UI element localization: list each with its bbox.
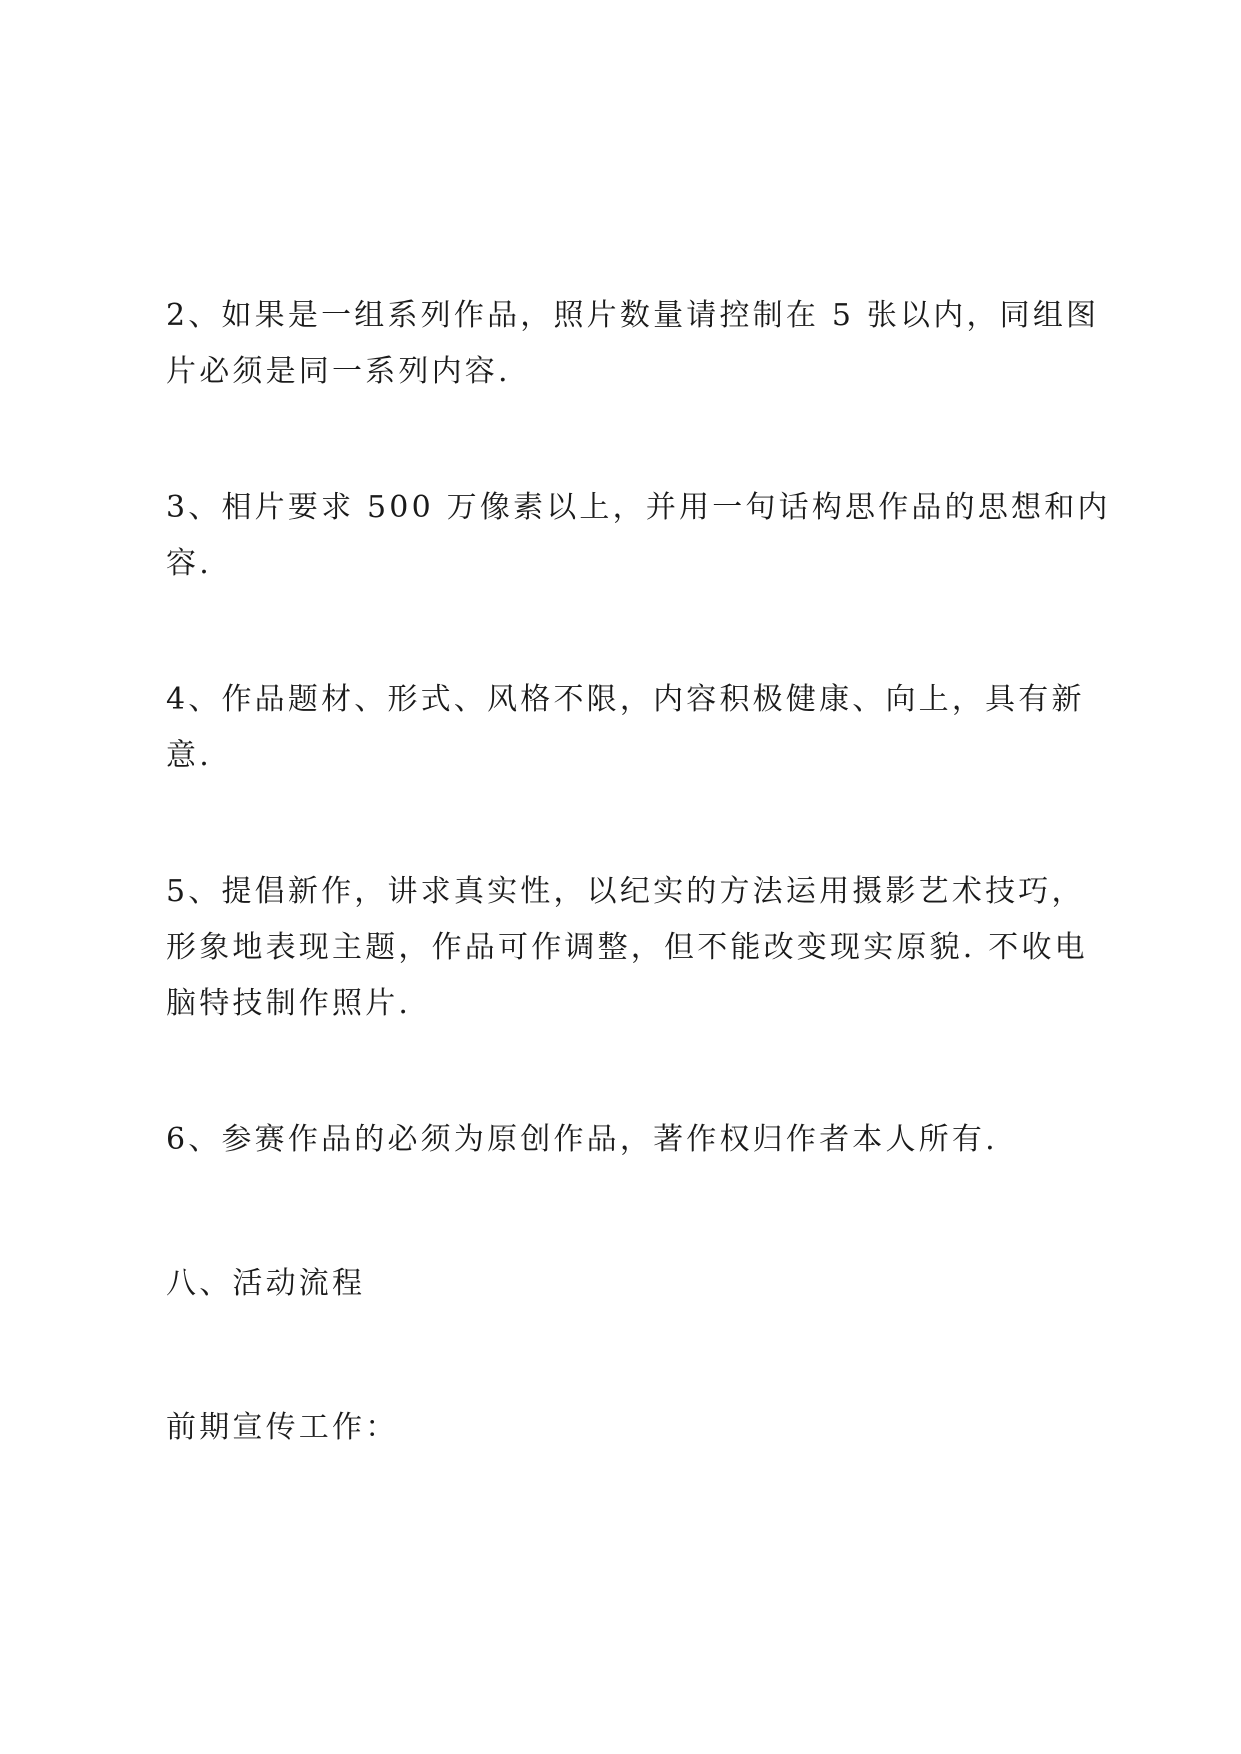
text-line: 5、提倡新作，讲求真实性，以纪实的方法运用摄影艺术技巧，	[166, 874, 1085, 909]
paragraph-early-publicity	[166, 1400, 1106, 1456]
text-line: 4、作品题材、形式、风格不限，内容积极健康、向上，具有新	[166, 682, 1085, 717]
paragraph-item-3	[166, 480, 1111, 592]
text-line: 前期宣传工作：	[166, 1410, 399, 1445]
section-heading	[166, 1256, 1106, 1312]
text-line: 容.	[166, 546, 212, 581]
text-line: 片必须是同一系列内容.	[166, 354, 511, 389]
text-line: 形象地表现主题，作品可作调整，但不能改变现实原貌. 不收电	[166, 930, 1088, 965]
text-line: 八、活动流程	[166, 1266, 366, 1301]
text-line: 3、相片要求 500 万像素以上，并用一句话构思作品的思想和内	[166, 490, 1111, 525]
paragraph-item-5	[166, 864, 1106, 1032]
text-line: 脑特技制作照片.	[166, 986, 412, 1021]
paragraph-item-4	[166, 672, 1106, 784]
text-line: 意.	[166, 738, 212, 773]
paragraph-item-2	[166, 288, 1106, 400]
text-line: 2、如果是一组系列作品，照片数量请控制在 5 张以内，同组图	[166, 298, 1100, 333]
text-line: 6、参赛作品的必须为原创作品，著作权归作者本人所有.	[166, 1122, 998, 1157]
paragraph-item-6	[166, 1112, 1106, 1168]
